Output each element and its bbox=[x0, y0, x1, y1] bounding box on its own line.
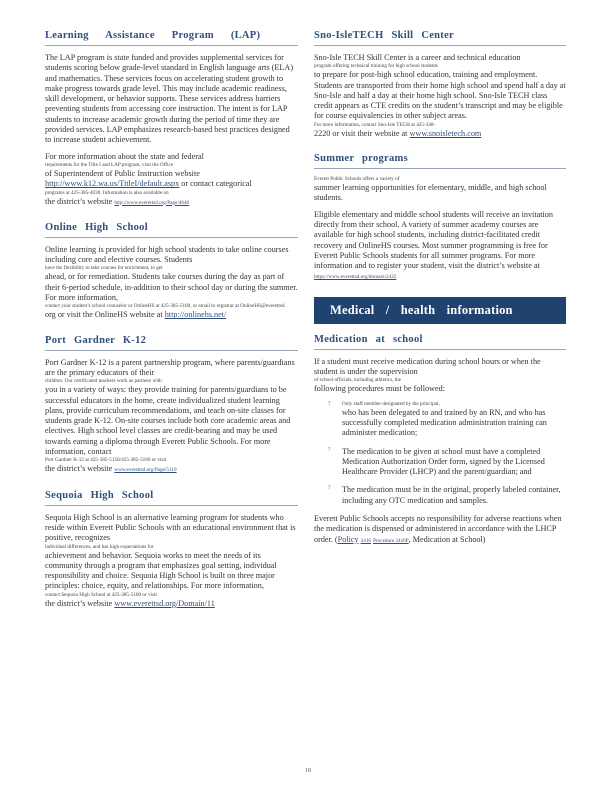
summer-paragraph-1 bbox=[314, 176, 566, 204]
online-text: Online learning is provided for high school students to take online courses including core and elective courses. Students bbox=[45, 244, 289, 265]
list-item-fine-print: Only staff member designated by the principal, bbox=[342, 400, 440, 407]
medication-procedure-list bbox=[314, 401, 566, 506]
medication-fine-print: of school officials, including athletics, the bbox=[314, 377, 402, 384]
sequoia-text: the district’s website bbox=[45, 598, 113, 608]
page-number: 18 bbox=[305, 768, 311, 774]
list-item-body: who has been delegated to and trained by an RN, and who has successfully completed medication administration training can administer medication; bbox=[342, 407, 547, 438]
section-online bbox=[45, 222, 298, 321]
section-medication bbox=[314, 334, 566, 546]
list-item bbox=[314, 401, 566, 439]
summer-text: Eligible elementary and middle school students will receive an invitation directly from their school. A variety of summer academy courses are available for high school students, including district-facilitated credit recovery and OnlineHS courses. Most summer programming is free for Everett Public Schools students for all summer programs. For more information and to register your student, visit the district’s website at bbox=[314, 209, 553, 271]
bullet-marker: 7 bbox=[328, 486, 331, 492]
policy-link[interactable]: Policy bbox=[337, 534, 359, 544]
online-text: ahead, or for remediation. Students take courses during the day as part of their 6-period schedule, in-addition to their school day or during the summer. For more information, bbox=[45, 272, 298, 303]
list-item-body: The medication must be in the original, properly labeled container, including any OTC medication and samples. bbox=[342, 485, 561, 505]
list-item-body: The medication to be given at school must have a completed Medication Authorization Order form, signed by the Licensed Healthcare Provider (LHCP) and the parent/guardian; and bbox=[342, 446, 545, 477]
snoisletech-link[interactable]: www.snoisletech.com bbox=[409, 128, 482, 138]
lap-fine-print: programs at 425-385-4030. Information is also available on bbox=[45, 189, 169, 196]
sequoia-paragraph bbox=[45, 513, 298, 609]
medication-disclaimer: Everett Public Schools accepts no responsibility for adverse reactions when the medication is dispensed or administered in accordance with the LHCP order. (Policy 3416 Procedure 3416P, Medication at School) bbox=[314, 514, 562, 544]
list-item-text bbox=[342, 401, 566, 439]
sequoia-fine-print: individual differences, and has high expectations for bbox=[45, 543, 154, 550]
lap-text: For more information about the state and federal bbox=[45, 151, 204, 161]
lap-paragraph-1: The LAP program is state funded and provides supplemental services for students scoring below grade-level standard in English language arts (ELA) and mathematics. These services focus on accelerating student growth to make progress towards grade level. This may include academic readiness, skill development, or behavior supports. These services address barriers preventing students from accessing core instruction. The intent is for LAP students to increase academic growth during the period of time they are provided services. LAP emphasizes research-based best practices designed to increase student achievement. bbox=[45, 53, 294, 145]
list-item-text bbox=[342, 485, 566, 506]
section-heading: Sno-IsleTECH Skill Center bbox=[314, 30, 566, 46]
sno-fine-print: For more information, contact Sno-Isle TECH at 425-348- bbox=[314, 121, 436, 128]
lap-text: of Superintendent of Public Instruction website bbox=[45, 168, 200, 178]
port-gardner-link[interactable]: www.everettsd.org/Page/5119 bbox=[114, 467, 177, 474]
bullet-marker: 7 bbox=[328, 401, 331, 407]
medication-intro bbox=[314, 357, 566, 395]
summer-paragraph-2 bbox=[314, 210, 566, 283]
sno-text: 2220 or visit their website at bbox=[314, 128, 408, 138]
list-item bbox=[314, 447, 566, 478]
right-column bbox=[314, 30, 566, 560]
lap-fine-print: requirements for the Title I and LAP program, visit the Office bbox=[45, 161, 174, 168]
online-fine-print: contact your student’s school counselor or OnlineHS at 425-385-5100, or email to registrar at OnlineHS@everettsd. bbox=[45, 303, 286, 310]
sequoia-text: Sequoia High School is an alternative learning program for students who reside within Everett Public Schools with an educational environment that is positive, recognizes bbox=[45, 512, 296, 543]
summer-programs-link[interactable]: https://www.everettsd.org/domain/2422 bbox=[314, 274, 397, 281]
port-paragraph bbox=[45, 358, 298, 476]
port-fine-print: Port Gardner K-12 at 425-385-5150/425-385-5160 or visit bbox=[45, 457, 167, 464]
sequoia-link[interactable]: www.everettsd.org/Domain/11 bbox=[114, 598, 215, 608]
section-lap bbox=[45, 30, 298, 208]
section-sequoia bbox=[45, 490, 298, 609]
medication-text: If a student must receive medication during school hours or when the student is under the supervision bbox=[314, 356, 541, 377]
port-fine-print: children. Our certificated teachers work as partners with bbox=[45, 378, 162, 385]
section-heading: Online High School bbox=[45, 222, 298, 238]
onlinehs-link[interactable]: http://onlinehs.net/ bbox=[164, 310, 227, 320]
section-heading: Port Gardner K-12 bbox=[45, 335, 298, 351]
sequoia-fine-print: contact Sequoia High School at 425-385-5100 or visit bbox=[45, 591, 157, 598]
online-text: org or visit the OnlineHS website at bbox=[45, 310, 163, 320]
ospi-link[interactable]: http://www.k12.wa.us/TitleI/default.aspx bbox=[45, 179, 180, 189]
port-text: you in a variety of ways: they provide training for parents/guardians to be successful educators in the home, create individualized student learning plans, provide curriculum recommendations, and teach on-site classes for students grade K-12. On-site courses include both core academic areas and electives. High school level classes are credit-bearing and may be used towards earning a diploma through Everett Public Schools. For more information, contact bbox=[45, 385, 291, 457]
lap-text: the district’s website bbox=[45, 196, 113, 206]
medication-text: Everett Public Schools accepts no responsibility for adverse reactions when the medication is dispensed or administered in accordance with the LHCP order. bbox=[314, 514, 562, 544]
online-paragraph bbox=[45, 245, 298, 321]
section-heading: Medication at school bbox=[314, 334, 566, 350]
summer-fine-print: Everett Public Schools offers a variety of bbox=[314, 176, 400, 183]
port-text: Port Gardner K-12 is a parent partnership program, where parents/guardians are the primary educators of their bbox=[45, 357, 295, 377]
medical-health-banner: Medical / health information bbox=[314, 297, 566, 324]
bullet-marker: 7 bbox=[328, 447, 331, 453]
policy-number-link[interactable]: 3416 bbox=[360, 537, 372, 544]
summer-text: summer learning opportunities for elementary, middle, and high school students. bbox=[314, 183, 547, 203]
sno-text: to prepare for post-high school education, training and employment. Students are transported from their home high school and spend half a day at Sno-Isle and half a day at their home high school. Sno-Isle TECH class credit appears as CTE credits on the student’s transcript and may be eligible for course equivalencies in other subject areas. bbox=[314, 70, 566, 121]
lap-paragraph-2 bbox=[45, 152, 298, 208]
section-port-gardner bbox=[45, 335, 298, 476]
list-item-text bbox=[342, 447, 566, 478]
section-summer bbox=[314, 153, 566, 283]
procedure-link[interactable]: Procedure 3416P bbox=[373, 537, 409, 544]
medication-text: , Medication at School) bbox=[408, 534, 486, 544]
section-heading: Summer programs bbox=[314, 153, 566, 169]
sno-paragraph bbox=[314, 53, 566, 139]
district-lap-link[interactable]: http://www.everettsd.org/Page/4640 bbox=[114, 199, 190, 206]
online-fine-print: have the flexibility to take courses for enrichment, to get bbox=[45, 265, 163, 272]
list-item bbox=[314, 485, 566, 506]
medication-text: following procedures must be followed: bbox=[314, 384, 445, 394]
lap-text: or contact categorical bbox=[181, 179, 252, 189]
section-sno-isle bbox=[314, 30, 566, 139]
sequoia-text: achievement and behavior. Sequoia works to meet the needs of its community through a program that emphasizes goal setting, individual responsibility and choice. Sequoia High School is built on three major principles: choice, equity, and relationships. For more information, bbox=[45, 550, 277, 591]
left-column bbox=[45, 30, 298, 623]
section-heading: Learning Assistance Program (LAP) bbox=[45, 30, 298, 46]
sno-fine-print: program offering technical training for high school students bbox=[314, 63, 438, 70]
port-text: the district’s website bbox=[45, 464, 113, 474]
section-heading: Sequoia High School bbox=[45, 490, 298, 506]
sno-text: Sno-Isle TECH Skill Center is a career and technical education bbox=[314, 53, 521, 62]
